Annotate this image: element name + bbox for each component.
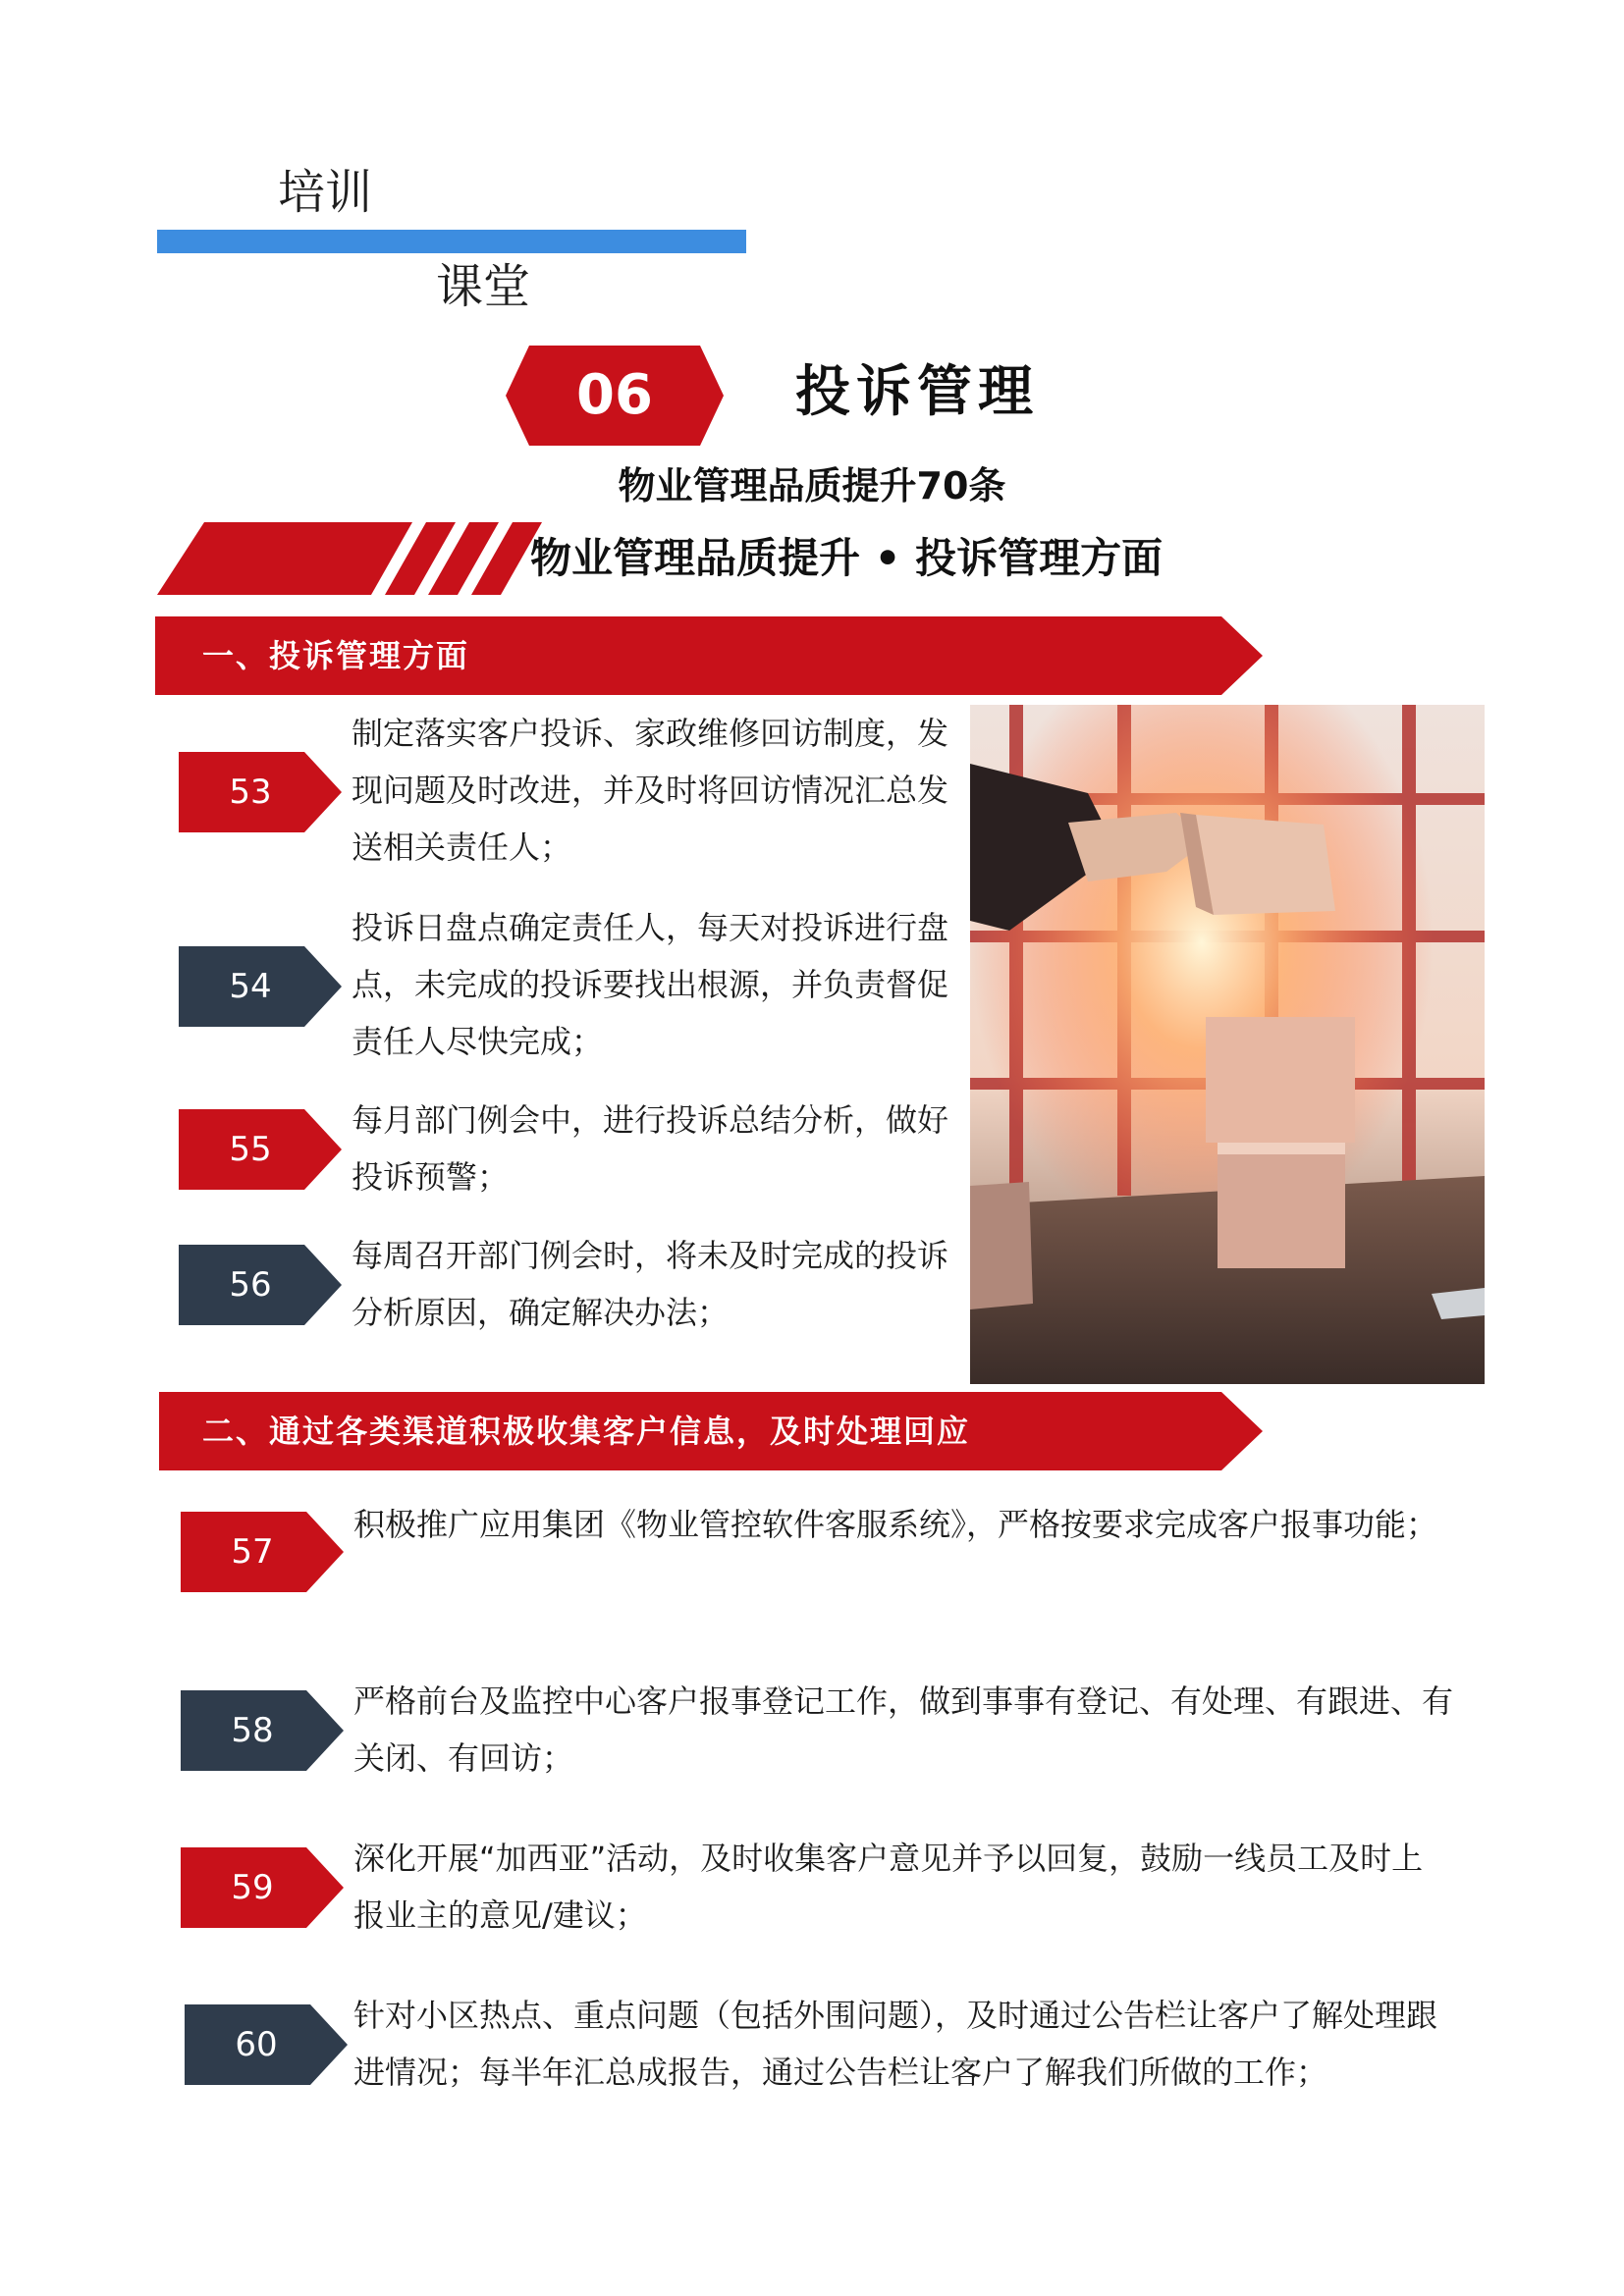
item-text: 投诉日盘点确定责任人，每天对投诉进行盘点，未完成的投诉要找出根源，并负责督促责任人尽快完成； [352, 909, 949, 1060]
item-number: 59 [231, 1868, 274, 1907]
banner-title: 物业管理品质提升 • 投诉管理方面 [530, 534, 1164, 582]
item-number-badge [179, 946, 342, 1027]
header-accent-bar [157, 230, 746, 253]
section-1-title: 一、投诉管理方面 [202, 637, 470, 674]
item-number: 54 [229, 967, 272, 1006]
item-number: 60 [235, 2025, 278, 2064]
item-text: 每周召开部门例会时，将未及时完成的投诉分析原因，确定解决办法； [352, 1237, 949, 1331]
page-subtitle: 物业管理品质提升70条 [618, 464, 1006, 507]
item-number: 56 [229, 1265, 272, 1305]
item-text: 深化开展“加西亚”活动，及时收集客户意见并予以回复，鼓励一线员工及时上报业主的意见/建议； [353, 1840, 1424, 1934]
item-number: 55 [229, 1130, 272, 1169]
classroom-label: 课堂 [436, 259, 531, 314]
item-number-badge [179, 1109, 342, 1190]
item-text: 严格前台及监控中心客户报事登记工作，做到事事有登记、有处理、有跟进、有关闭、有回访； [353, 1682, 1454, 1777]
item-number-badge [179, 1245, 342, 1325]
blocks-photo [970, 705, 1485, 1384]
item-number-badge [179, 752, 342, 832]
chapter-number: 06 [576, 363, 653, 427]
chapter-number-badge [506, 346, 724, 446]
section-2-title: 二、通过各类渠道积极收集客户信息，及时处理回应 [202, 1413, 971, 1450]
item-text: 每月部门例会中，进行投诉总结分析，做好投诉预警； [352, 1101, 949, 1196]
item-text: 制定落实客户投诉、家政维修回访制度，发现问题及时改进，并及时将回访情况汇总发送相关责任人； [352, 715, 949, 866]
item-number: 58 [231, 1711, 274, 1750]
item-text: 积极推广应用集团《物业管控软件客服系统》，严格按要求完成客户报事功能； [353, 1506, 1438, 1543]
item-number-badge [181, 1512, 344, 1592]
item-number: 57 [231, 1532, 274, 1572]
item-number-badge [181, 1690, 344, 1771]
item-text: 针对小区热点、重点问题（包括外围问题），及时通过公告栏让客户了解处理跟进情况；每半年汇总成报告，通过公告栏让客户了解我们所做的工作； [353, 1997, 1438, 2091]
item-number-badge [185, 2004, 348, 2085]
item-number-badge [181, 1847, 344, 1928]
page-title: 投诉管理 [795, 360, 1039, 424]
training-label: 培训 [278, 165, 373, 220]
item-number: 53 [229, 773, 272, 812]
